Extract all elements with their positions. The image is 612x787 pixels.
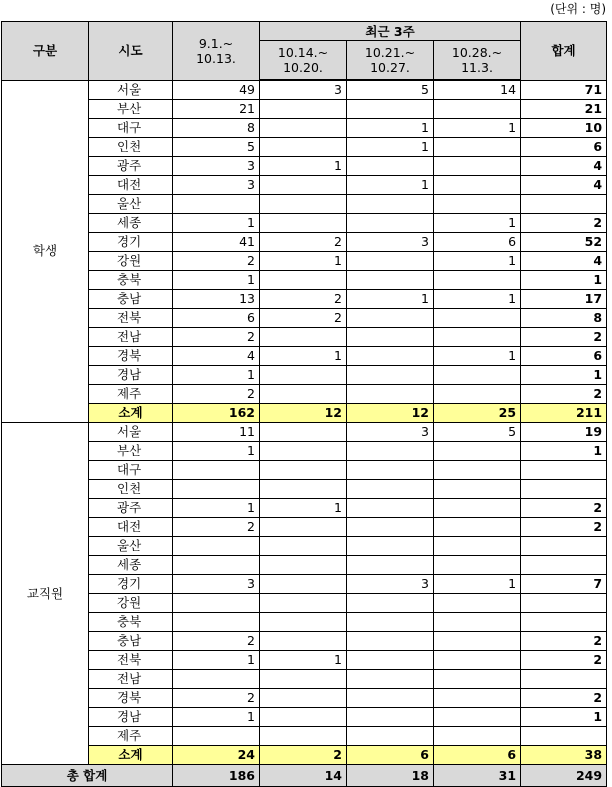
region-cell: 대구	[89, 461, 173, 480]
value-cell: 14	[434, 80, 521, 100]
value-cell	[434, 499, 521, 518]
value-cell	[434, 461, 521, 480]
table-row	[2, 423, 607, 442]
value-cell: 3	[347, 233, 434, 252]
value-cell	[434, 689, 521, 708]
table-row	[2, 252, 607, 271]
value-cell	[260, 727, 347, 746]
value-cell	[173, 727, 260, 746]
value-cell	[260, 271, 347, 290]
row-total-cell	[521, 727, 607, 746]
grand-total-value: 31	[434, 765, 521, 787]
value-cell: 49	[173, 80, 260, 100]
value-cell: 2	[173, 689, 260, 708]
table-row	[2, 385, 607, 404]
subtotal-value: 2	[260, 746, 347, 765]
value-cell	[347, 252, 434, 271]
row-total-cell: 2	[521, 385, 607, 404]
value-cell	[347, 328, 434, 347]
region-cell: 경기	[89, 575, 173, 594]
value-cell	[260, 385, 347, 404]
value-cell	[347, 537, 434, 556]
value-cell	[434, 727, 521, 746]
value-cell	[260, 176, 347, 195]
region-cell: 전북	[89, 309, 173, 328]
value-cell: 1	[173, 442, 260, 461]
row-total-cell: 7	[521, 575, 607, 594]
value-cell	[260, 119, 347, 138]
table-row	[2, 556, 607, 575]
value-cell	[260, 138, 347, 157]
value-cell: 2	[173, 518, 260, 537]
value-cell	[434, 537, 521, 556]
value-cell	[347, 651, 434, 670]
value-cell: 3	[347, 423, 434, 442]
value-cell	[434, 632, 521, 651]
row-total-cell	[521, 556, 607, 575]
table-row	[2, 518, 607, 537]
value-cell	[260, 100, 347, 119]
value-cell: 1	[173, 651, 260, 670]
value-cell	[347, 271, 434, 290]
region-cell: 부산	[89, 100, 173, 119]
table-row	[2, 670, 607, 689]
grand-total-value: 186	[173, 765, 260, 787]
region-cell: 경남	[89, 708, 173, 727]
value-cell	[434, 556, 521, 575]
value-cell	[347, 480, 434, 499]
row-total-cell: 8	[521, 309, 607, 328]
value-cell: 41	[173, 233, 260, 252]
value-cell	[434, 670, 521, 689]
value-cell	[260, 366, 347, 385]
row-total-cell: 2	[521, 214, 607, 233]
value-cell	[173, 461, 260, 480]
value-cell	[434, 651, 521, 670]
subtotal-row	[2, 746, 607, 765]
region-cell: 인천	[89, 138, 173, 157]
section-label: 학생	[2, 80, 89, 423]
value-cell	[173, 594, 260, 613]
value-cell: 3	[173, 176, 260, 195]
subtotal-value: 211	[521, 404, 607, 423]
value-cell: 1	[347, 176, 434, 195]
header-region: 시도	[89, 22, 173, 81]
row-total-cell	[521, 594, 607, 613]
value-cell: 1	[173, 499, 260, 518]
value-cell	[260, 708, 347, 727]
table-row	[2, 461, 607, 480]
value-cell	[260, 594, 347, 613]
value-cell	[173, 195, 260, 214]
value-cell: 1	[434, 214, 521, 233]
value-cell	[347, 157, 434, 176]
region-cell: 대구	[89, 119, 173, 138]
value-cell: 1	[260, 157, 347, 176]
table-row	[2, 138, 607, 157]
value-cell: 5	[173, 138, 260, 157]
row-total-cell: 2	[521, 518, 607, 537]
value-cell: 3	[260, 80, 347, 100]
table-row	[2, 328, 607, 347]
value-cell	[260, 613, 347, 632]
value-cell	[434, 176, 521, 195]
value-cell: 2	[173, 328, 260, 347]
value-cell	[347, 366, 434, 385]
region-cell: 광주	[89, 499, 173, 518]
value-cell: 5	[434, 423, 521, 442]
value-cell	[347, 442, 434, 461]
value-cell	[260, 575, 347, 594]
row-total-cell: 2	[521, 689, 607, 708]
value-cell	[434, 366, 521, 385]
row-total-cell: 4	[521, 176, 607, 195]
region-cell: 충북	[89, 271, 173, 290]
header-period1: 9.1.~ 10.13.	[173, 22, 260, 81]
value-cell	[260, 214, 347, 233]
header-category: 구분	[2, 22, 89, 81]
value-cell	[347, 689, 434, 708]
value-cell	[434, 442, 521, 461]
value-cell	[434, 613, 521, 632]
value-cell	[434, 385, 521, 404]
value-cell	[173, 537, 260, 556]
table-body	[2, 80, 607, 787]
header-total: 합계	[521, 22, 607, 81]
value-cell: 3	[173, 575, 260, 594]
value-cell	[347, 347, 434, 366]
value-cell: 3	[173, 157, 260, 176]
region-cell: 대전	[89, 518, 173, 537]
region-cell: 울산	[89, 537, 173, 556]
value-cell	[260, 670, 347, 689]
table-row	[2, 442, 607, 461]
value-cell: 2	[260, 233, 347, 252]
statistics-table	[1, 21, 607, 787]
value-cell: 1	[173, 366, 260, 385]
value-cell: 8	[173, 119, 260, 138]
subtotal-value: 6	[434, 746, 521, 765]
region-cell: 전북	[89, 651, 173, 670]
value-cell	[260, 556, 347, 575]
value-cell	[347, 613, 434, 632]
subtotal-value: 12	[260, 404, 347, 423]
value-cell	[260, 328, 347, 347]
row-total-cell: 21	[521, 100, 607, 119]
table-row	[2, 594, 607, 613]
grand-total-value: 14	[260, 765, 347, 787]
value-cell: 1	[260, 252, 347, 271]
value-cell: 1	[173, 271, 260, 290]
value-cell	[260, 537, 347, 556]
row-total-cell: 4	[521, 157, 607, 176]
value-cell	[347, 632, 434, 651]
grand-total-value: 249	[521, 765, 607, 787]
value-cell: 3	[347, 575, 434, 594]
value-cell: 1	[173, 214, 260, 233]
region-cell: 강원	[89, 594, 173, 613]
table-row	[2, 271, 607, 290]
region-cell: 경기	[89, 233, 173, 252]
row-total-cell: 52	[521, 233, 607, 252]
region-cell: 제주	[89, 385, 173, 404]
row-total-cell	[521, 670, 607, 689]
table-row	[2, 100, 607, 119]
value-cell: 1	[260, 347, 347, 366]
row-total-cell	[521, 537, 607, 556]
region-cell: 대전	[89, 176, 173, 195]
subtotal-value: 24	[173, 746, 260, 765]
value-cell	[434, 328, 521, 347]
subtotal-row	[2, 404, 607, 423]
value-cell: 1	[434, 290, 521, 309]
section-label: 교직원	[2, 423, 89, 765]
value-cell: 1	[260, 651, 347, 670]
row-total-cell: 2	[521, 328, 607, 347]
subtotal-label: 소계	[89, 404, 173, 423]
value-cell	[173, 670, 260, 689]
value-cell	[347, 708, 434, 727]
grand-total-label: 총 합계	[2, 765, 173, 787]
value-cell: 4	[173, 347, 260, 366]
row-total-cell: 6	[521, 347, 607, 366]
row-total-cell	[521, 480, 607, 499]
value-cell	[434, 309, 521, 328]
row-total-cell: 1	[521, 442, 607, 461]
row-total-cell: 19	[521, 423, 607, 442]
region-cell: 제주	[89, 727, 173, 746]
value-cell	[347, 556, 434, 575]
value-cell: 11	[173, 423, 260, 442]
region-cell: 서울	[89, 80, 173, 100]
value-cell: 2	[260, 309, 347, 328]
value-cell: 5	[347, 80, 434, 100]
value-cell: 13	[173, 290, 260, 309]
region-cell: 광주	[89, 157, 173, 176]
value-cell: 2	[260, 290, 347, 309]
table-row	[2, 632, 607, 651]
table-row	[2, 157, 607, 176]
value-cell	[434, 100, 521, 119]
table-row	[2, 347, 607, 366]
value-cell: 2	[173, 385, 260, 404]
table-row	[2, 195, 607, 214]
row-total-cell: 2	[521, 499, 607, 518]
value-cell: 1	[434, 119, 521, 138]
row-total-cell	[521, 613, 607, 632]
region-cell: 서울	[89, 423, 173, 442]
table-row	[2, 80, 607, 100]
value-cell	[434, 518, 521, 537]
region-cell: 세종	[89, 214, 173, 233]
value-cell: 1	[347, 138, 434, 157]
table-row	[2, 233, 607, 252]
value-cell	[173, 613, 260, 632]
value-cell: 1	[173, 708, 260, 727]
table-row	[2, 480, 607, 499]
value-cell	[347, 385, 434, 404]
value-cell	[347, 518, 434, 537]
region-cell: 세종	[89, 556, 173, 575]
table-row	[2, 613, 607, 632]
value-cell	[434, 594, 521, 613]
value-cell	[347, 195, 434, 214]
table-row	[2, 689, 607, 708]
value-cell: 1	[347, 119, 434, 138]
value-cell	[434, 708, 521, 727]
value-cell	[434, 138, 521, 157]
region-cell: 전남	[89, 670, 173, 689]
row-total-cell: 10	[521, 119, 607, 138]
value-cell	[260, 480, 347, 499]
value-cell: 1	[434, 347, 521, 366]
value-cell: 1	[434, 575, 521, 594]
row-total-cell: 4	[521, 252, 607, 271]
table-row	[2, 366, 607, 385]
region-cell: 경북	[89, 689, 173, 708]
value-cell: 1	[434, 252, 521, 271]
value-cell	[260, 442, 347, 461]
value-cell	[347, 461, 434, 480]
value-cell	[434, 480, 521, 499]
row-total-cell: 71	[521, 80, 607, 100]
value-cell	[434, 157, 521, 176]
value-cell	[260, 461, 347, 480]
table-row	[2, 309, 607, 328]
value-cell: 1	[260, 499, 347, 518]
row-total-cell: 6	[521, 138, 607, 157]
header-week1: 10.14.~ 10.20.	[260, 41, 347, 81]
value-cell	[434, 271, 521, 290]
row-total-cell: 2	[521, 651, 607, 670]
value-cell	[347, 727, 434, 746]
subtotal-value: 25	[434, 404, 521, 423]
grand-total-value: 18	[347, 765, 434, 787]
region-cell: 인천	[89, 480, 173, 499]
table-row	[2, 176, 607, 195]
value-cell	[260, 518, 347, 537]
value-cell	[347, 670, 434, 689]
table-row	[2, 651, 607, 670]
subtotal-value: 38	[521, 746, 607, 765]
value-cell	[434, 195, 521, 214]
table-row	[2, 727, 607, 746]
value-cell: 2	[173, 252, 260, 271]
unit-label: (단위 : 명)	[550, 2, 606, 16]
row-total-cell	[521, 461, 607, 480]
region-cell: 울산	[89, 195, 173, 214]
table-row	[2, 708, 607, 727]
value-cell: 1	[347, 290, 434, 309]
subtotal-value: 162	[173, 404, 260, 423]
table-row	[2, 214, 607, 233]
value-cell	[347, 594, 434, 613]
table-row	[2, 119, 607, 138]
value-cell	[347, 499, 434, 518]
header-week3: 10.28.~ 11.3.	[434, 41, 521, 81]
grand-total-row	[2, 765, 607, 787]
value-cell	[260, 423, 347, 442]
subtotal-label: 소계	[89, 746, 173, 765]
value-cell	[173, 556, 260, 575]
region-cell: 부산	[89, 442, 173, 461]
table-row	[2, 537, 607, 556]
table-row	[2, 499, 607, 518]
value-cell	[260, 689, 347, 708]
value-cell	[173, 480, 260, 499]
row-total-cell: 2	[521, 632, 607, 651]
row-total-cell: 1	[521, 708, 607, 727]
row-total-cell	[521, 195, 607, 214]
subtotal-value: 6	[347, 746, 434, 765]
value-cell: 6	[173, 309, 260, 328]
value-cell: 21	[173, 100, 260, 119]
value-cell	[260, 632, 347, 651]
header-recent-3-weeks: 최근 3주	[260, 22, 521, 41]
region-cell: 충남	[89, 290, 173, 309]
region-cell: 경북	[89, 347, 173, 366]
value-cell	[347, 309, 434, 328]
table-row	[2, 290, 607, 309]
region-cell: 전남	[89, 328, 173, 347]
region-cell: 충남	[89, 632, 173, 651]
row-total-cell: 1	[521, 271, 607, 290]
table-row	[2, 575, 607, 594]
row-total-cell: 17	[521, 290, 607, 309]
value-cell: 2	[173, 632, 260, 651]
header-week2: 10.21.~ 10.27.	[347, 41, 434, 81]
value-cell: 6	[434, 233, 521, 252]
value-cell	[347, 100, 434, 119]
region-cell: 충북	[89, 613, 173, 632]
subtotal-value: 12	[347, 404, 434, 423]
value-cell	[347, 214, 434, 233]
region-cell: 경남	[89, 366, 173, 385]
region-cell: 강원	[89, 252, 173, 271]
row-total-cell: 1	[521, 366, 607, 385]
value-cell	[260, 195, 347, 214]
